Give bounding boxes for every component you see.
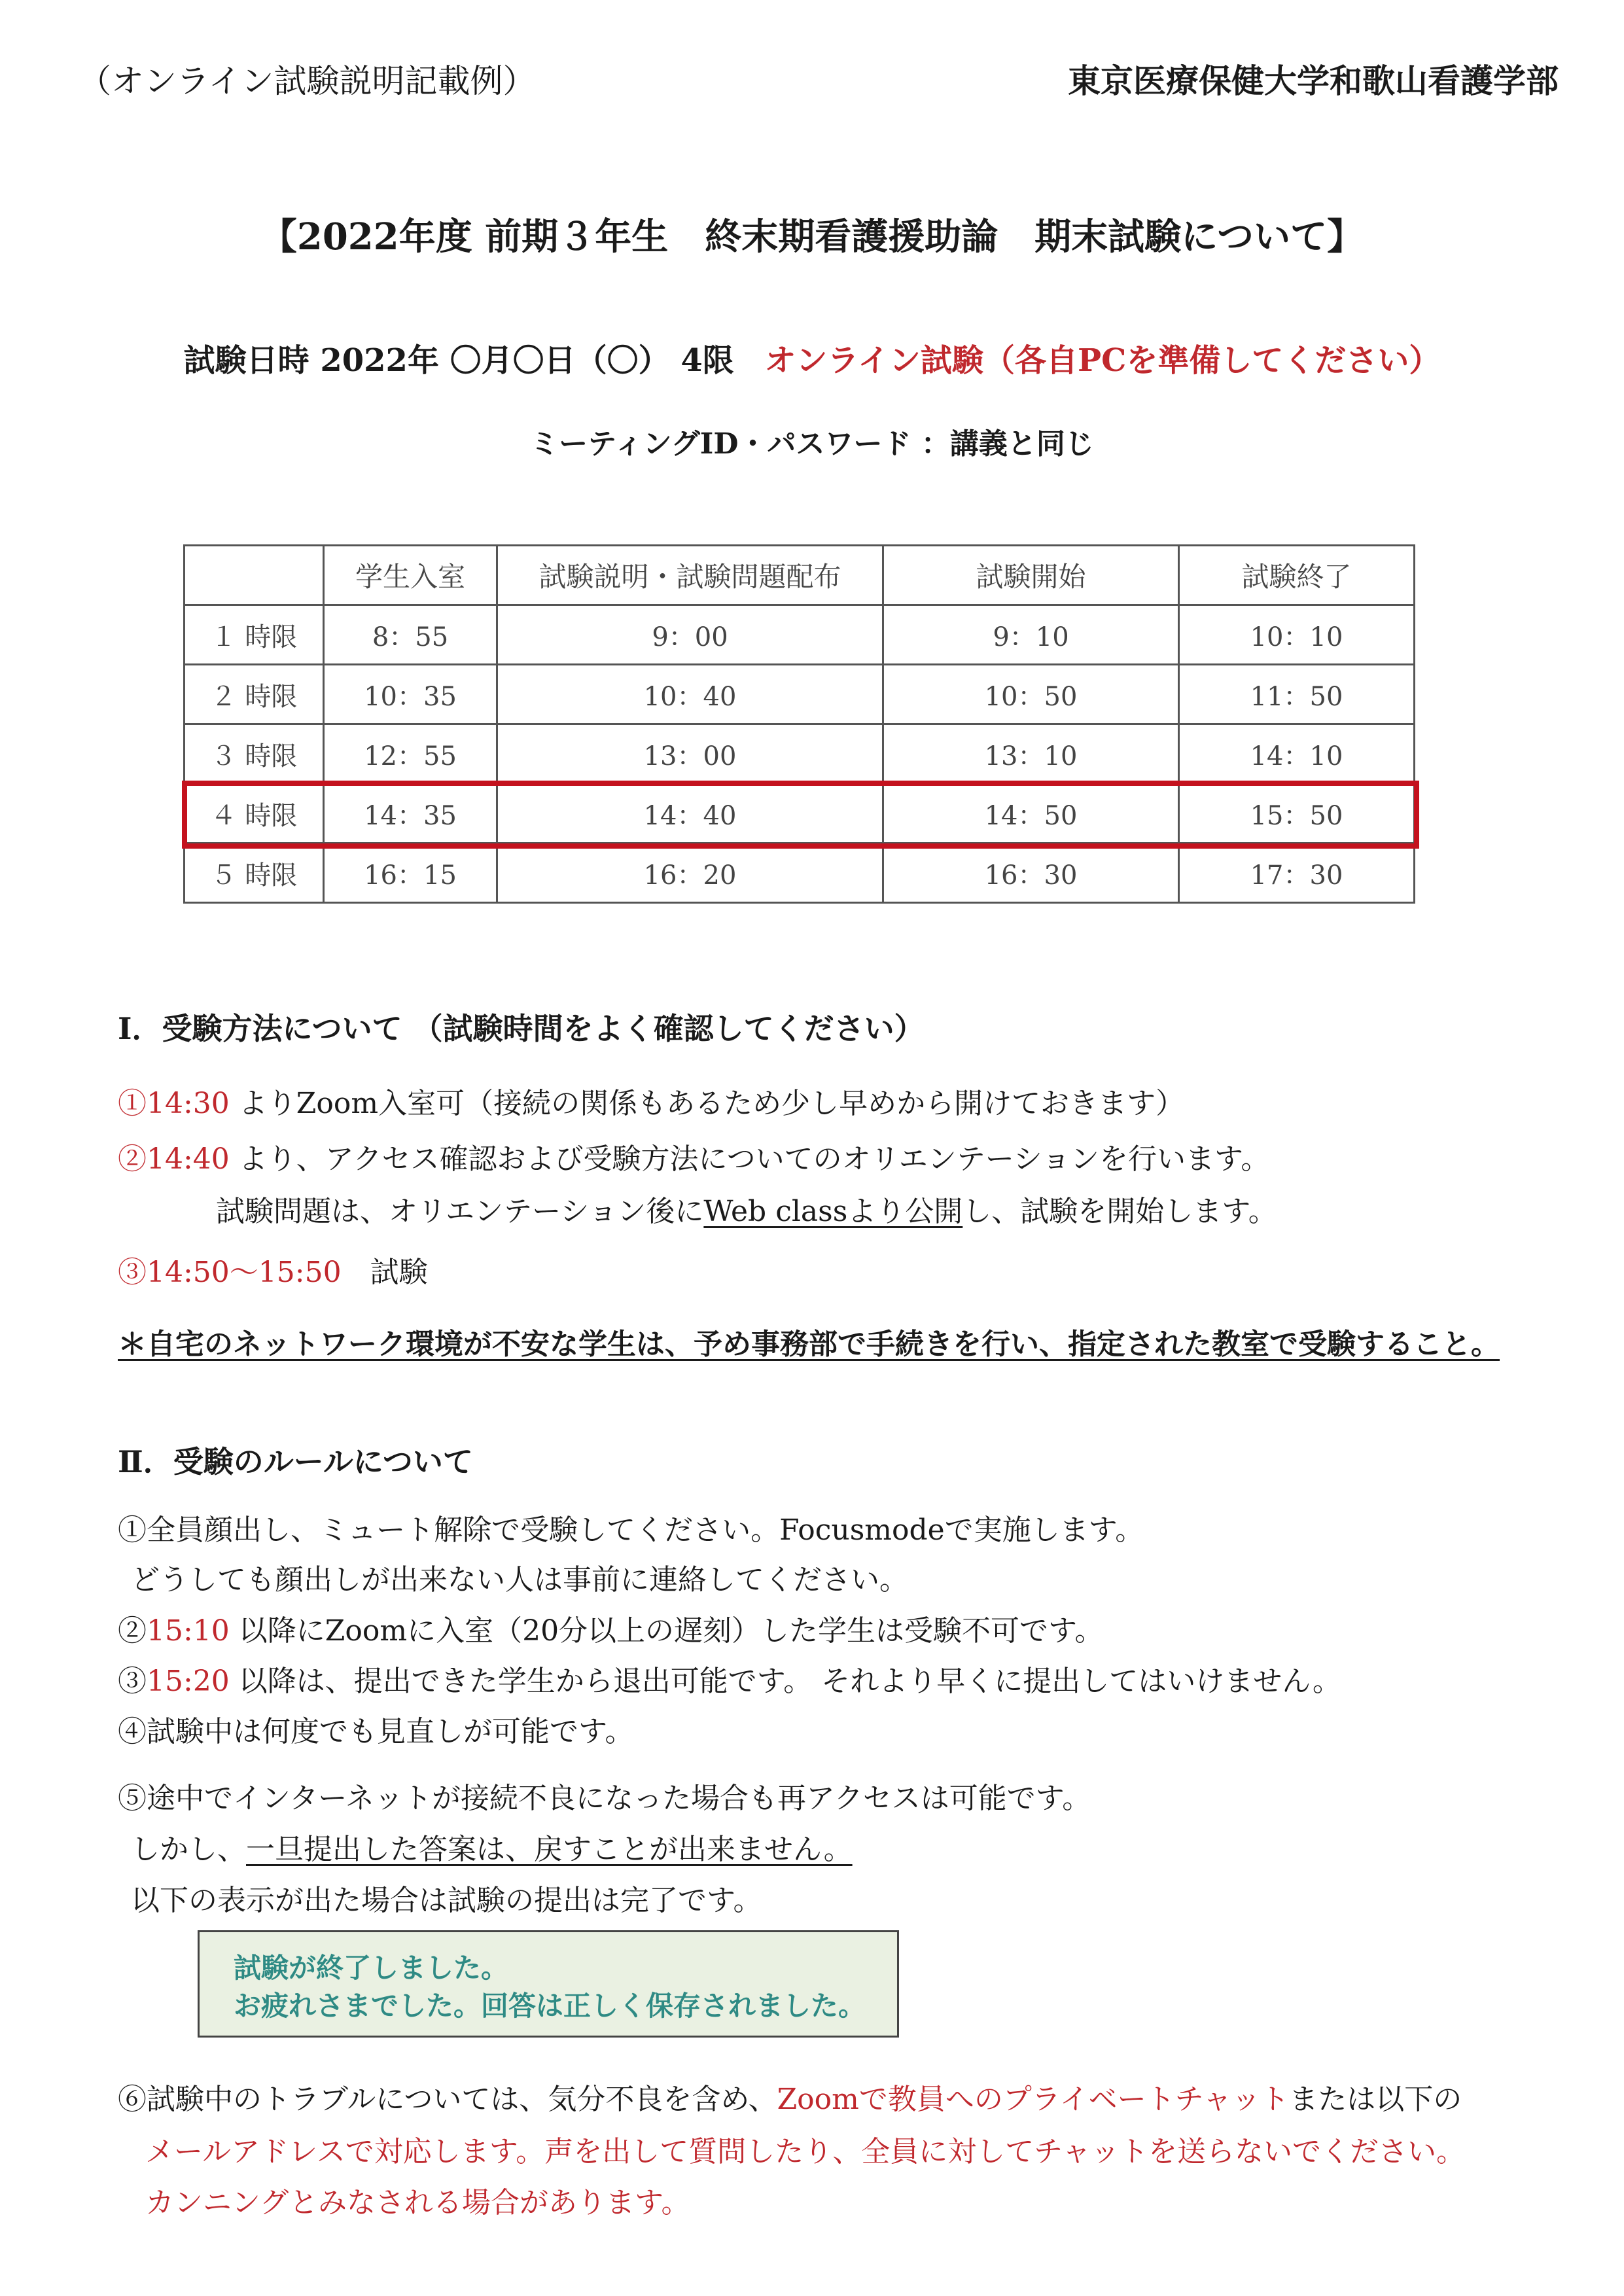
online-exam-notice: オンライン試験（各自PCを準備してください） [764,342,1441,379]
rule5b-pre: しかし、 [131,1833,246,1866]
table-cell: 14：50 [883,784,1179,843]
item2-time: ②14:40 [118,1142,230,1176]
rule6a [118,2075,1462,2117]
table-cell: 14：35 [324,784,497,843]
table-cell: ４ 時限 [185,784,324,843]
header-institution: 東京医療保健大学和歌山看護学部 [1068,62,1559,100]
rule6a-post: または以下の [1289,2083,1462,2116]
table-cell: 14：40 [497,784,883,843]
rule6a-red: Zoomで教員へのプライベートチャット [777,2083,1290,2116]
table-header-cell: 試験終了 [1179,546,1415,605]
rule6a-pre: ⑥試験中のトラブルについては、気分不良を含め、 [118,2083,777,2116]
table-header-row [185,546,1415,605]
section2-title: Ⅱ．受験のルールについて [118,1444,473,1479]
rule2-time: 15:10 [147,1614,230,1648]
rule3-text: 以降は、提出できた学生から退出可能です。 それより早くに提出してはいけません。 [229,1665,1341,1698]
rule5c: 以下の表示が出た場合は試験の提出は完了です。 [131,1884,762,1917]
section1-item1 [118,1080,1184,1122]
table-cell: 10：35 [324,665,497,724]
section1-item3 [118,1248,428,1290]
table-cell: 10：10 [1179,605,1415,665]
section1-item2 [118,1135,1269,1177]
rule4: ④試験中は何度でも見直しが可能です。 [118,1715,634,1748]
rule2-text: 以降にZoomに入室（20分以上の遅刻）した学生は受験不可です。 [229,1614,1104,1648]
table-cell: 12：55 [324,724,497,784]
table-cell: 10：40 [497,665,883,724]
table-cell: ５ 時限 [185,843,324,903]
page-title: 【2022年度 前期３年生 終末期看護援助論 期末試験について】 [260,215,1364,258]
rule5b [131,1826,853,1867]
rule5b-underlined: 一旦提出した答案は、戻すことが出来ません。 [246,1833,853,1866]
item3-text: 試験 [341,1256,428,1289]
table-row [185,724,1415,784]
table-cell: ３ 時限 [185,724,324,784]
item1-time: ①14:30 [118,1087,230,1120]
item2b-pre: 試験問題は、オリエンテーション後に [216,1195,704,1228]
schedule-table [183,544,1415,904]
exam-date-label: 試験日時 2022年 〇月〇日（〇） 4限 [183,342,734,379]
table-cell: 10：50 [883,665,1179,724]
table-row [185,605,1415,665]
table-cell: １ 時限 [185,605,324,665]
table-header-cell: 学生入室 [324,546,497,605]
table-cell: ２ 時限 [185,665,324,724]
section1-title: Ⅰ．受験方法について （試験時間をよく確認してください） [118,1011,925,1046]
result-line2: お疲れさまでした。回答は正しく保存されました。 [234,1990,866,2022]
table-cell: 16：15 [324,843,497,903]
meeting-info: ミーティングID・パスワード ：講義と同じ [530,427,1094,461]
rule3-pre: ③ [118,1665,147,1698]
rule1b: どうしても顔出しが出来ない人は事前に連絡してください。 [131,1563,908,1597]
table-cell: 13：10 [883,724,1179,784]
item3-time: ③14:50～15:50 [118,1256,342,1289]
rule6c: カンニングとみなされる場合があります。 [145,2186,690,2219]
table-header-cell: 試験説明・試験問題配布 [497,546,883,605]
item1-text: よりZoom入室可（接続の関係もあるため少し早めから開けておきます） [229,1087,1185,1120]
table-cell: 9：00 [497,605,883,665]
table-cell: 14：10 [1179,724,1415,784]
table-cell: 13：00 [497,724,883,784]
header-left-text: （オンライン試験説明記載例） [79,62,536,100]
table-cell: 8：55 [324,605,497,665]
table-row [185,843,1415,903]
item2-text: より、アクセス確認および受験方法についてのオリエンテーションを行います。 [229,1142,1270,1176]
table-cell: 17：30 [1179,843,1415,903]
table-header-cell: 試験開始 [883,546,1179,605]
table-cell: 11：50 [1179,665,1415,724]
network-note: ＊自宅のネットワーク環境が不安な学生は、予め事務部で手続きを行い、指定された教室で受験すること。 [118,1328,1500,1361]
table-cell: 16：30 [883,843,1179,903]
submission-complete-box [198,1930,899,2038]
rule6b: メールアドレスで対応します。声を出して質問したり、全員に対してチャットを送らないでください。 [145,2135,1465,2168]
rule2-pre: ② [118,1614,147,1648]
result-line1: 試験が終了しました。 [234,1952,509,1984]
webclass-link-text: Web classより公開 [703,1195,963,1228]
table-row-highlighted [185,784,1415,843]
table-cell: 9：10 [883,605,1179,665]
item2b-post: し、試験を開始します。 [962,1195,1277,1228]
table-header-cell [185,546,324,605]
table-cell: 16：20 [497,843,883,903]
rule3-time: 15:20 [147,1665,230,1698]
exam-date-line [0,335,1624,380]
table-row [185,665,1415,724]
rule3 [118,1657,1341,1699]
rule1a: ①全員顔出し、ミュート解除で受験してください。Focusmodeで実施します。 [118,1513,1144,1547]
rule5a: ⑤途中でインターネットが接続不良になった場合も再アクセスは可能です。 [118,1782,1091,1815]
rule2 [118,1607,1104,1649]
section1-item2b [216,1188,1277,1229]
table-cell: 15：50 [1179,784,1415,843]
